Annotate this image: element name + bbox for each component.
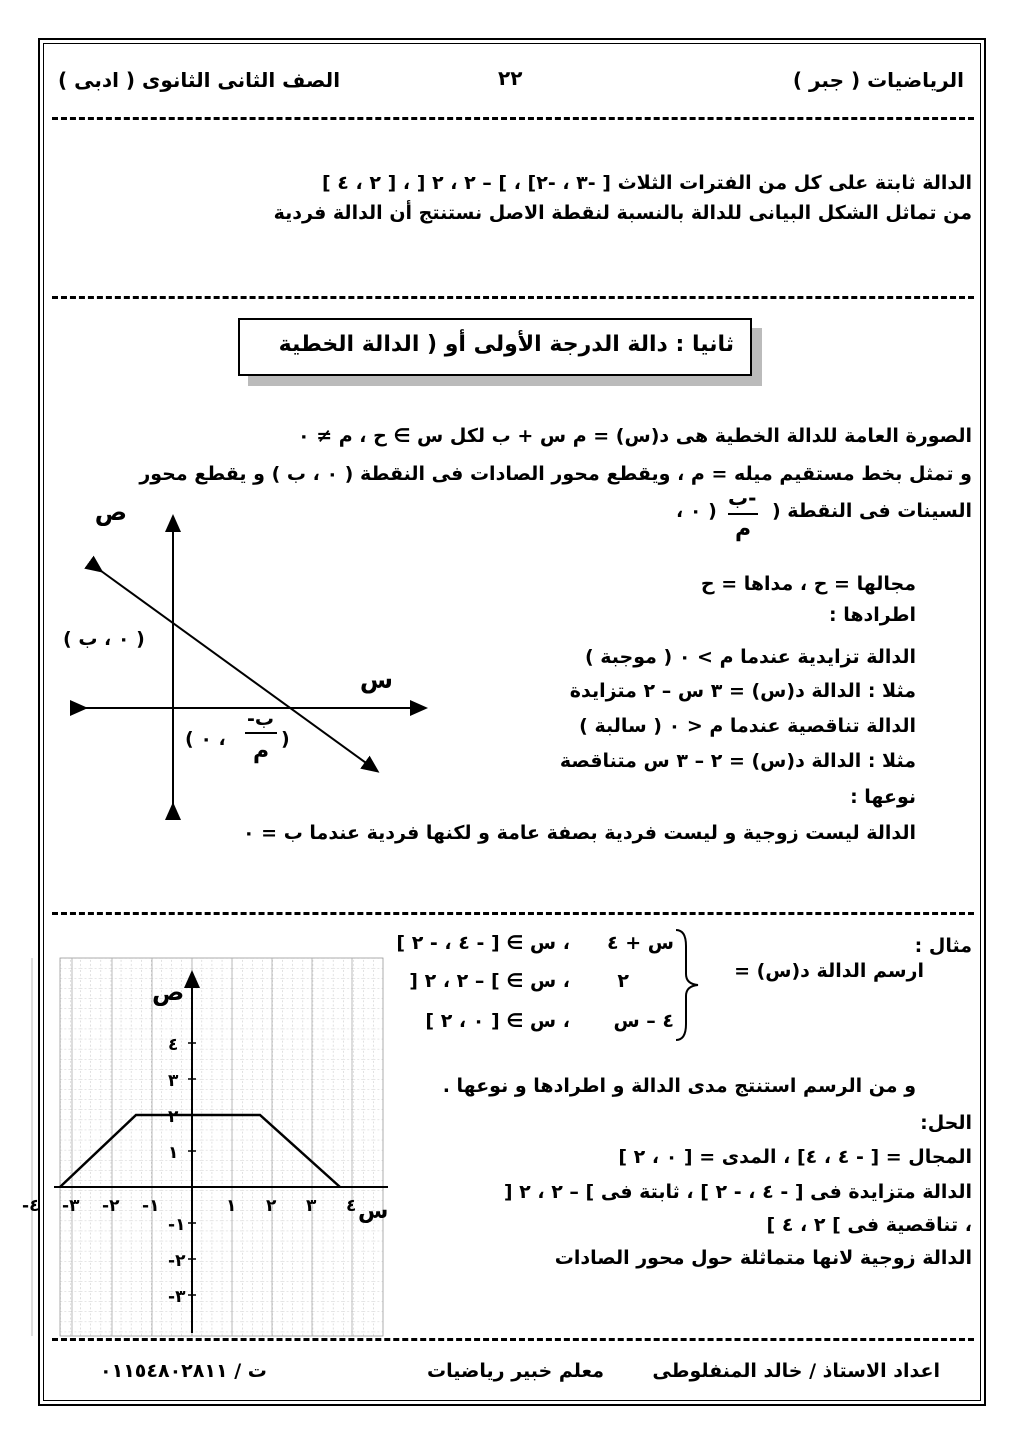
linear-line3-prefix: السينات فى النقطة ( [771, 500, 972, 522]
linear-line3-suffix: ، ٠ ) [676, 500, 717, 522]
case2-expr: ٢ [617, 970, 629, 992]
linear-example-inc: مثلا : الدالة د(س) = ٣ س – ٢ متزايدة [569, 680, 916, 702]
linear-type-text: الدالة ليست زوجية و ليست فردية بصفة عامة و لكنها فردية عندما ب = ٠ [242, 822, 916, 844]
header-subject: الرياضيات ( جبر ) [792, 68, 964, 92]
y-tick-label: -٢ [168, 1251, 186, 1271]
line-graph [97, 568, 373, 768]
x-tick-label: -٢ [102, 1196, 120, 1216]
x-tick-label: -٤ [22, 1196, 40, 1216]
divider [52, 912, 974, 915]
x-tick-label: -١ [142, 1196, 160, 1216]
linear-monotonic-title: اطرادها : [828, 604, 916, 626]
divider [52, 1338, 974, 1341]
footer-phone: ت / ٠١١٥٤٨٠٢٨١١ [100, 1360, 267, 1382]
example-label: مثال : [914, 935, 972, 957]
x-axis-label: س [358, 1199, 389, 1224]
title-text: ثانيا : دالة الدرجة الأولى أو ( الدالة الخطية [278, 332, 734, 357]
x-tick-label: ٢ [266, 1196, 277, 1216]
footer-role: معلم خبير رياضيات [427, 1360, 604, 1382]
x-tick-label: ٣ [306, 1196, 317, 1216]
x-intercept-prefix: ( ٠ ، [185, 728, 226, 750]
piecewise-brace [672, 926, 702, 1044]
x-axis-label: س [359, 666, 393, 694]
x-intercept-frac-num: -ب [247, 708, 274, 730]
piecewise-graph [22, 958, 400, 1338]
linear-line1: الصورة العامة للدالة الخطية هى د(س) = م س + ب لكل س ∋ ح ، م ≠ ٠ [297, 425, 972, 447]
header-grade: الصف الثانى الثانوى ( ادبى ) [58, 68, 341, 92]
y-tick-label: -٣ [168, 1287, 186, 1307]
example-instruction: ارسم الدالة د(س) = [734, 960, 924, 982]
linear-frac-bar [728, 513, 758, 515]
solution-line2: الدالة متزايدة فى [ - ٤ ، - ٢ ] ، ثابتة فى ] – ٢ ، ٢ [ [503, 1181, 972, 1203]
x-tick-label: -٣ [62, 1196, 80, 1216]
header-page-number: ٢٢ [498, 66, 523, 90]
case1-cond: ، س ∋ [ - ٤ ، - ٢ ] [396, 932, 570, 954]
linear-type-title: نوعها : [850, 786, 916, 808]
linear-frac-num: -ب [728, 486, 757, 510]
linear-increasing: الدالة تزايدية عندما م > ٠ ( موجبة ) [584, 646, 916, 668]
section1-line2: من تماثل الشكل البيانى للدالة بالنسبة لنقطة الاصل نستنتج أن الدالة فردية [273, 202, 972, 224]
case1-expr: س + ٤ [607, 932, 674, 954]
y-tick-label: ٣ [168, 1071, 179, 1091]
y-intercept-label: ( ٠ ، ب ) [63, 628, 145, 650]
footer-author: اعداد الاستاذ / خالد المنفلوطى [652, 1360, 940, 1382]
x-tick-label: ١ [226, 1196, 237, 1216]
case2-cond: ، س ∋ ] – ٢ ، ٢ [ [409, 970, 570, 992]
section1-line1: الدالة ثابتة على كل من الفترات الثلاث [ -٣ ، -٢] ، ] – ٢ ، ٢ [ ، [ ٢ ، ٤ ] [321, 172, 972, 194]
title-box [238, 318, 752, 376]
linear-domain-range: مجالها = ح ، مداها = ح [700, 573, 916, 595]
divider [52, 296, 974, 299]
x-intercept-frac-den: م [253, 739, 270, 764]
solution-label: الحل: [920, 1112, 972, 1134]
linear-decreasing: الدالة تناقصية عندما م < ٠ ( سالبة ) [579, 715, 916, 737]
case3-expr: ٤ – س [613, 1010, 674, 1032]
linear-example-dec: مثلا : الدالة د(س) = ٢ – ٣ س متناقصة [559, 750, 916, 772]
linear-frac-den: م [735, 517, 752, 542]
solution-line1: المجال = [ - ٤ ، ٤] ، المدى = [ ٠ ، ٢ ] [618, 1146, 972, 1168]
example-question: و من الرسم استنتج مدى الدالة و اطرادها و نوعها . [442, 1075, 916, 1097]
y-tick-label: ٢ [168, 1107, 179, 1127]
y-tick-label: ٤ [168, 1035, 179, 1055]
x-tick-label: ٤ [346, 1196, 357, 1216]
y-tick-label: -١ [168, 1215, 186, 1235]
grid [60, 958, 383, 1336]
y-tick-label: ١ [168, 1143, 179, 1163]
solution-line3: ، تناقصية فى ] ٢ ، ٤ ] [766, 1214, 972, 1236]
x-intercept-suffix: ) [281, 728, 290, 750]
solution-line4: الدالة زوجية لانها متماثلة حول محور الصادات [554, 1247, 972, 1269]
case3-cond: ، س ∋ [ ٠ ، ٢ ] [425, 1010, 570, 1032]
linear-graph [55, 500, 455, 830]
y-axis-label: ص [152, 978, 185, 1006]
divider [52, 117, 974, 120]
y-axis-label: ص [94, 498, 127, 526]
linear-line2: و تمثل بخط مستقيم ميله = م ، ويقطع محور الصادات فى النقطة ( ٠ ، ب ) و يقطع محور [139, 463, 972, 485]
